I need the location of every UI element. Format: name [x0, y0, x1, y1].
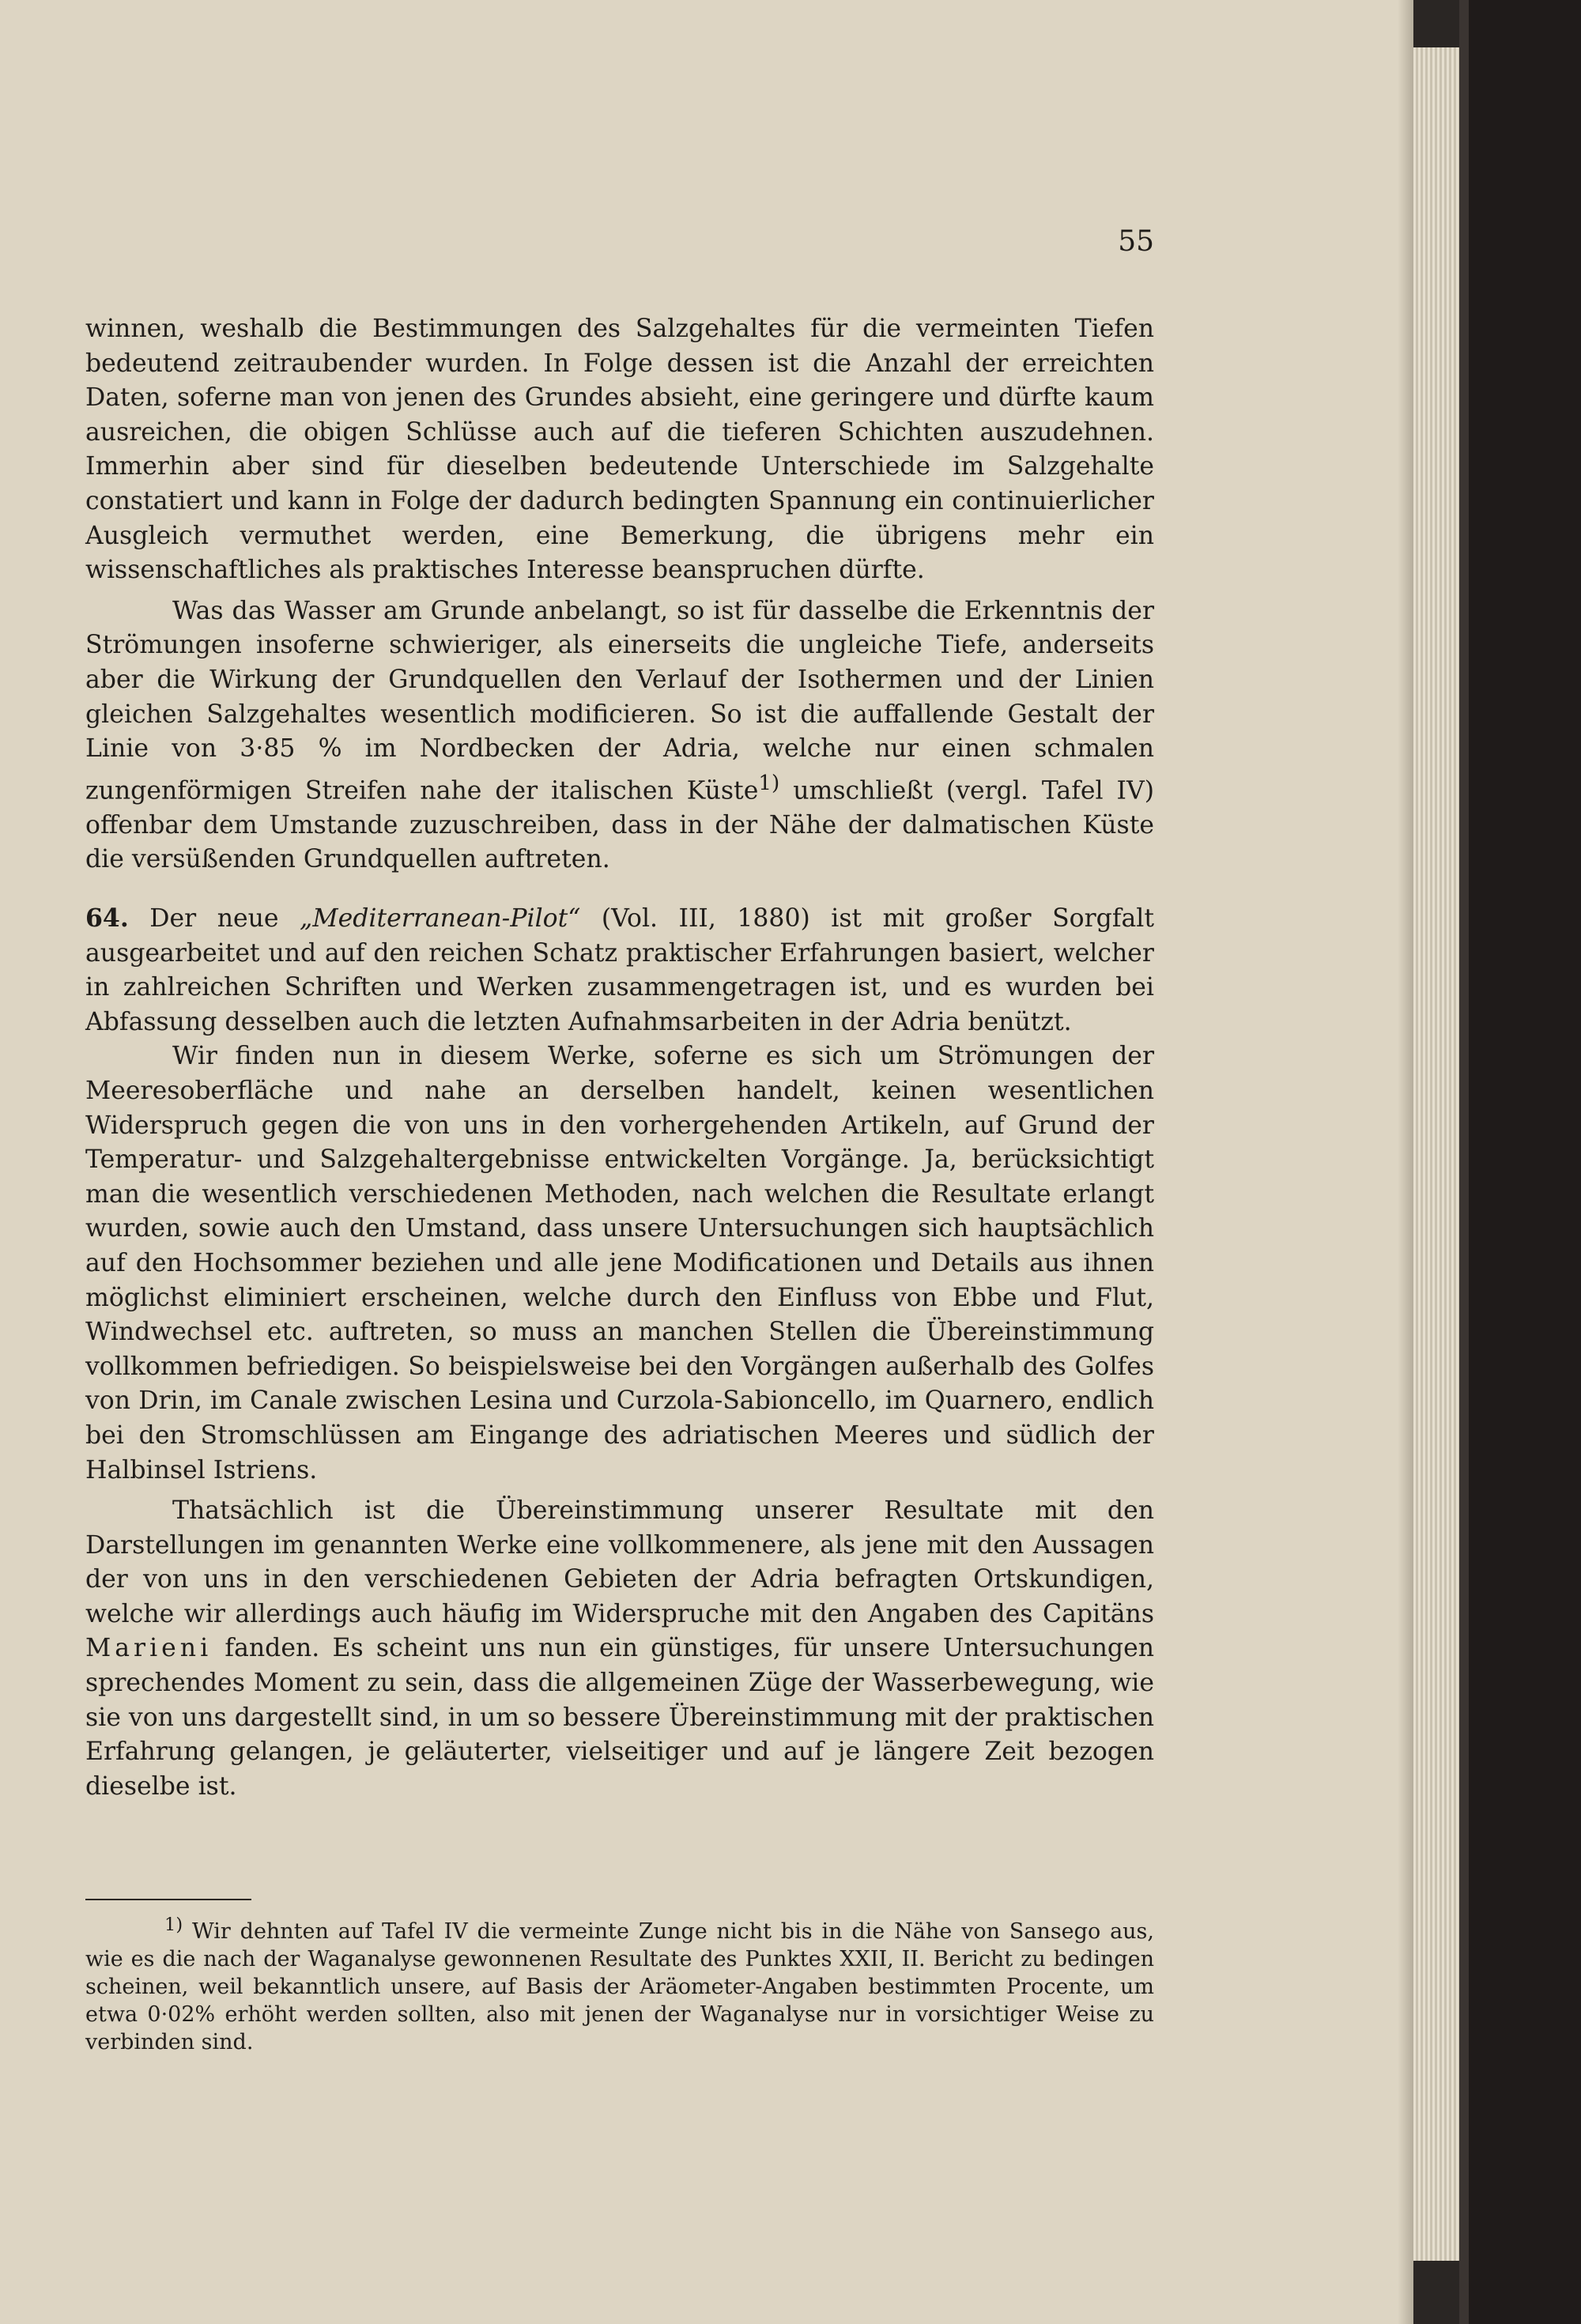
- paragraph-5: [85, 1494, 1154, 1804]
- section-64-text: (Vol. III, 1880) ist mit großer Sorgfalt ausgearbeitet und auf den reichen Schatz praktischer Erfahrungen basiert, welcher in zahlreichen Schriften und Werken zusammengetragen ist, und es wurden bei Abfassung desselben auch die letzten Aufnahmsarbeiten in der Adria benützt.: [85, 904, 1155, 1036]
- paragraph-1: winnen, weshalb die Bestimmungen des Salzgehaltes für die vermeinten Tiefen bedeutend zeitraubender wurden. In Folge dessen ist die Anzahl der erreichten Daten, soferne man von jenen des Grundes absieht, eine geringere und dürfte kaum ausreichen, die obigen Schlüsse auch auf die tieferen Schichten auszudehnen. Immerhin aber sind für dieselben bedeutende Unterschiede im Salzgehalte constatiert und kann in Folge der dadurch bedingten Spannung ein continuierlicher Ausgleich vermuthet werden, eine Bemerkung, die übrigens mehr ein wissenschaftliches als praktisches Interesse beanspruchen dürfte.: [85, 315, 1154, 585]
- section-64-start: Der neue: [128, 904, 300, 933]
- page-edges: [1413, 47, 1459, 2261]
- book-cover: [1459, 0, 1581, 2324]
- section-number: 64.: [85, 904, 129, 933]
- paragraph-2-end: umschließt (vergl. Tafel IV) offenbar dem Umstande zuzuschreiben, dass in der Nähe der dalmatischen Küste die versüßenden Grundquellen auftreten.: [85, 776, 1154, 874]
- footnote: [85, 1911, 1154, 2056]
- paragraph-2: [85, 594, 1154, 877]
- page-gutter: [1398, 0, 1413, 2324]
- paragraph-4: Wir finden nun in diesem Werke, soferne es sich um Strömungen der Meeresoberfläche und nahe an derselben handelt, keinen wesentlichen Widerspruch gegen die von uns in den vorhergehenden Artikeln, auf Grund der Temperatur- und Salzgehaltergebnisse entwickelten Vorgänge. Ja, berücksichtigt man die wesentlich verschiedenen Methoden, nach welchen die Resultate erlangt wurden, sowie auch den Umstand, dass unsere Untersuchungen sich hauptsächlich auf den Hochsommer beziehen und alle jene Modificationen und Details aus ihnen möglichst eliminiert erscheinen, welche durch den Einfluss von Ebbe und Flut, Windwechsel etc. auftreten, so muss an manchen Stellen die Übereinstimmung vollkommen befriedigen. So beispielsweise bei den Vorgängen außerhalb des Golfes von Drin, im Canale zwischen Lesina und Curzola-Sabioncello, im Quarnero, endlich bei den Stromschlüssen am Eingange des adriatischen Meeres und südlich der Halbinsel Istriens.: [85, 1042, 1154, 1485]
- footnote-text: Wir dehnten auf Tafel IV die vermeinte Zunge nicht bis in die Nähe von Sansego aus, wie es die nach der Waganalyse gewonnenen Resultate des Punktes XXII, II. Bericht zu bedingen scheinen, weil bekanntlich unsere, auf Basis der Aräometer-Angaben bestimmten Procente, um etwa 0·02% erhöht werden sollten, also mit jenen der Waganalyse nur in vorsichtiger Weise zu verbinden sind.: [85, 1919, 1154, 2054]
- footnote-reference[interactable]: 1): [758, 771, 780, 795]
- paragraph-5-end: fanden. Es scheint uns nun ein günstiges, für unsere Untersuchungen sprechendes Moment zu sein, dass die allgemeinen Züge der Wasserbewegung, wie sie von uns dargestellt sind, in um so bessere Übereinstimmung mit der praktischen Erfahrung gelangen, je geläuterter, vielseitiger und auf je längere Zeit bezogen dieselbe ist.: [85, 1634, 1154, 1801]
- section-64: [85, 901, 1154, 1039]
- footnote-divider: [85, 1899, 251, 1900]
- work-title: „Mediterranean-Pilot“: [300, 904, 581, 933]
- person-name: Marieni: [85, 1634, 213, 1663]
- body-text: [85, 312, 1154, 1804]
- footnote-mark: 1): [164, 1915, 183, 1935]
- cover-edge: [1459, 0, 1469, 2324]
- paragraph-5-text: Thatsächlich ist die Übereinstimmung unserer Resultate mit den Darstellungen im genannten Werke eine vollkommenere, als jene mit den Aussagen der von uns in den verschiedenen Gebieten der Adria befragten Ortskundigen, welche wir allerdings auch häufig im Widerspruche mit den Angaben des Capitäns: [85, 1496, 1154, 1628]
- page-number: 55: [1118, 225, 1154, 258]
- paragraph-2-text: Was das Wasser am Grunde anbelangt, so ist für dasselbe die Erkenntnis der Strömungen insoferne schwieriger, als einerseits die ungleiche Tiefe, anderseits aber die Wirkung der Grundquellen den Verlauf der Isothermen und der Linien gleichen Salzgehaltes wesentlich modificieren. So ist die auffallende Gestalt der Linie von 3·85 % im Nordbecken der Adria, welche nur einen schmalen zungenförmigen Streifen nahe der italischen Küste: [85, 596, 1154, 805]
